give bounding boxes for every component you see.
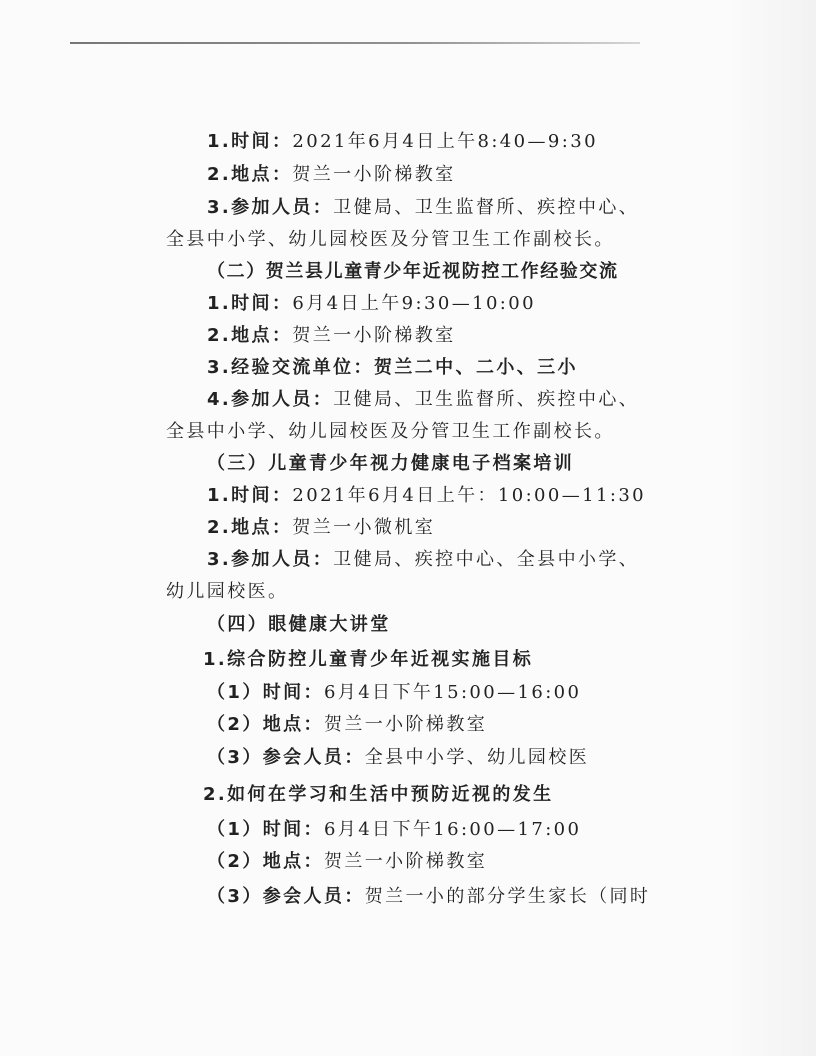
line-value: 2021年6月4日上午：10:00—11:30	[292, 485, 647, 506]
line-label: 3.参加人员：	[207, 549, 334, 570]
text-line	[207, 389, 639, 411]
line-value: 6月4日下午15:00—16:00	[323, 682, 582, 703]
text-line	[207, 293, 536, 315]
subsection-heading	[203, 784, 554, 806]
line-value: 贺兰一小阶梯教室	[292, 325, 456, 346]
text-line	[207, 325, 456, 347]
line-value: 全县中小学、幼儿园校医及分管卫生工作副校长。	[166, 421, 615, 442]
text-line	[207, 819, 581, 841]
line-label: 1.时间：	[207, 293, 293, 314]
scan-edge-line	[70, 42, 640, 44]
line-label: （2）地点：	[207, 851, 324, 872]
line-label: （3）参会人员：	[207, 747, 365, 768]
scan-shadow	[726, 0, 816, 1056]
text-line	[166, 581, 288, 603]
text-line	[166, 421, 615, 443]
line-label: 3.经验交流单位：贺兰二中、二小、三小	[207, 357, 578, 378]
line-label: 1.时间：	[207, 131, 293, 152]
line-label: （2）地点：	[207, 714, 324, 735]
section-heading	[207, 453, 574, 475]
text-line	[207, 485, 646, 507]
line-label: 3.参加人员：	[207, 197, 334, 218]
line-value: 幼儿园校医。	[166, 581, 289, 602]
line-label: （3）参会人员：	[207, 886, 365, 907]
line-value: 卫健局、卫生监督所、疾控中心、	[333, 197, 640, 218]
text-line	[207, 164, 456, 186]
line-value: 贺兰一小的部分学生家长（同时	[364, 886, 651, 907]
subsection-heading	[203, 649, 533, 671]
text-line	[207, 131, 598, 153]
line-value: 2021年6月4日上午8:40—9:30	[292, 131, 598, 152]
text-line	[207, 886, 650, 908]
line-value: 6月4日上午9:30—10:00	[292, 293, 536, 314]
section-heading	[207, 614, 391, 636]
text-line	[207, 517, 435, 539]
line-label: 2.地点：	[207, 325, 293, 346]
line-value: 卫健局、疾控中心、全县中小学、	[333, 549, 640, 570]
text-line	[207, 747, 589, 769]
text-line	[166, 229, 615, 251]
text-line	[207, 682, 581, 704]
line-label: （三）儿童青少年视力健康电子档案培训	[207, 453, 575, 474]
text-line	[207, 714, 487, 736]
text-line	[207, 549, 639, 571]
line-value: 全县中小学、幼儿园校医及分管卫生工作副校长。	[166, 229, 615, 250]
line-value: 全县中小学、幼儿园校医	[364, 747, 590, 768]
line-label: 2.如何在学习和生活中预防近视的发生	[203, 784, 554, 805]
line-value: 贺兰一小阶梯教室	[323, 714, 488, 735]
line-label: （1）时间：	[207, 819, 324, 840]
line-label: 1.时间：	[207, 485, 293, 506]
line-value: 贺兰一小阶梯教室	[323, 851, 488, 872]
text-line	[207, 357, 578, 379]
line-label: 1.综合防控儿童青少年近视实施目标	[203, 649, 534, 670]
line-value: 贺兰一小微机室	[292, 517, 436, 538]
line-label: 2.地点：	[207, 517, 293, 538]
line-value: 卫健局、卫生监督所、疾控中心、	[333, 389, 640, 410]
line-label: 2.地点：	[207, 164, 293, 185]
line-label: （四）眼健康大讲堂	[207, 614, 391, 635]
line-label: （二）贺兰县儿童青少年近视防控工作经验交流	[207, 261, 619, 282]
line-value: 贺兰一小阶梯教室	[292, 164, 456, 185]
text-line	[207, 197, 639, 219]
line-label: （1）时间：	[207, 682, 324, 703]
line-label: 4.参加人员：	[207, 389, 334, 410]
section-heading	[207, 261, 619, 283]
text-line	[207, 851, 487, 873]
line-value: 6月4日下午16:00—17:00	[323, 819, 582, 840]
